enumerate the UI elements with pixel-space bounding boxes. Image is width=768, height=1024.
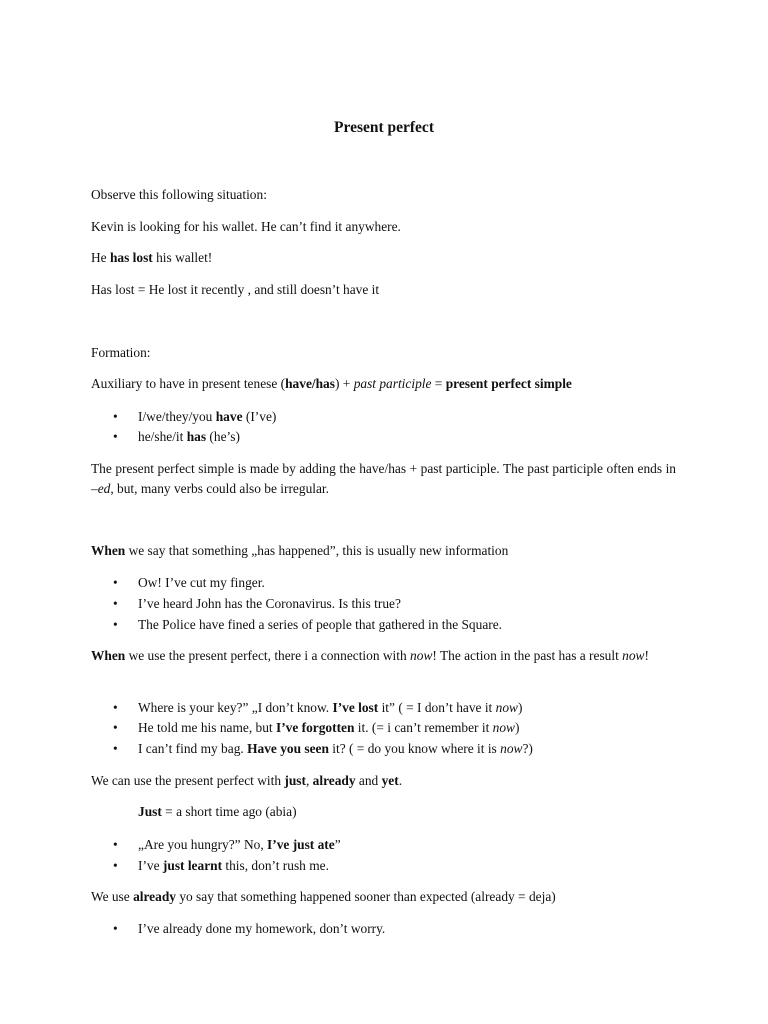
list-item: • I’ve heard John has the Coronavirus. Is this true? — [138, 594, 676, 614]
formation-rule: Auxiliary to have in present tenese (have/has) + past participle = present perfect simple — [91, 376, 572, 391]
list-item: • Where is your key?” „I don’t know. I’ve lost it” ( = I don’t have it now) — [138, 698, 676, 718]
when-new-information: When we say that something „has happened”, this is usually new information — [91, 543, 509, 558]
list-item: • he/she/it has (he’s) — [138, 427, 676, 447]
list-item: • Ow! I’ve cut my finger. — [138, 573, 676, 593]
has-lost-definition: Has lost = He lost it recently , and still doesn’t have it — [91, 282, 380, 297]
list-item: • I can’t find my bag. Have you seen it? ( = do you know where it is now?) — [138, 739, 676, 759]
list-item: • „Are you hungry?” No, I’ve just ate” — [138, 835, 676, 855]
observe-line: Observe this following situation: — [91, 187, 267, 202]
just-definition: Just = a short time ago (abia) — [138, 804, 297, 819]
formation-paragraph: The present perfect simple is made by adding the have/has + past participle. The past participle often ends in –ed, but, many verbs could also be irregular. — [91, 461, 676, 496]
already-line: We use already yo say that something happened sooner than expected (already = deja) — [91, 889, 556, 904]
page-title: Present perfect — [334, 119, 434, 136]
list-item: • I’ve just learnt this, don’t rush me. — [138, 856, 676, 876]
list-item: • I’ve already done my homework, don’t worry. — [138, 919, 676, 939]
has-lost-example: He has lost his wallet! — [91, 250, 213, 265]
list-item: • I/we/they/you have (I’ve) — [138, 407, 676, 427]
list-item: • He told me his name, but I’ve forgotten it. (= i can’t remember it now) — [138, 718, 676, 738]
just-already-yet-line: We can use the present perfect with just, already and yet. — [91, 773, 403, 788]
formation-heading: Formation: — [91, 345, 151, 360]
kevin-line: Kevin is looking for his wallet. He can’t find it anywhere. — [91, 219, 401, 234]
when-connection-paragraph: When we use the present perfect, there i a connection with now! The action in the past has a result now! — [91, 648, 649, 663]
list-item: • The Police have fined a series of people that gathered in the Square. — [138, 615, 676, 635]
